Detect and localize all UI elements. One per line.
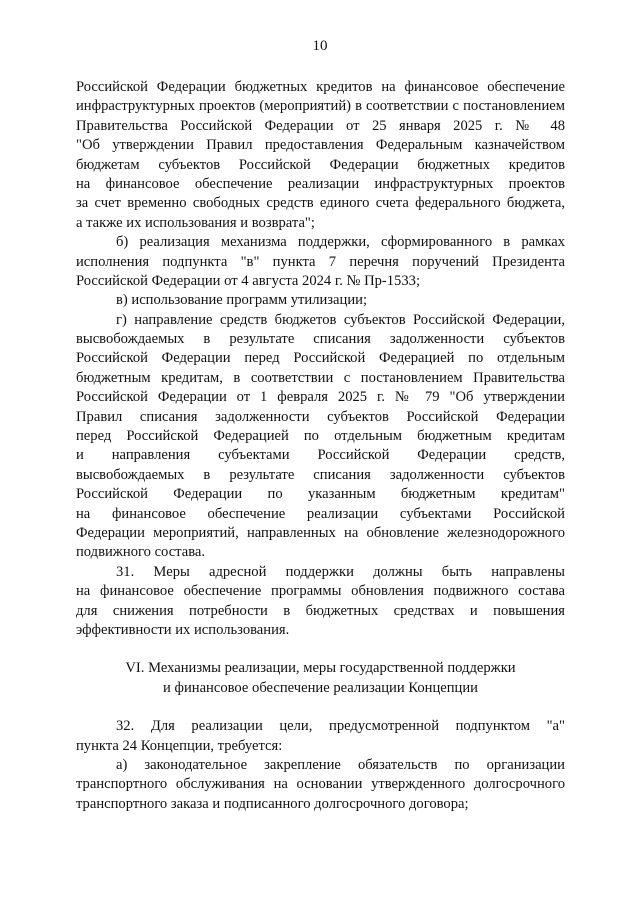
text-line: Российской Федерации от 4 августа 2024 г. № Пр-1533; <box>76 272 421 289</box>
text-line: Правительства Российской Федерации от 25 января 2025 г. № 48 <box>76 117 565 134</box>
text-line: бюджетам субъектов Российской Федерации бюджетных кредитов <box>76 156 565 173</box>
text-line: б) реализация механизма поддержки, сформированного в рамках <box>116 234 565 251</box>
section-heading <box>76 659 565 698</box>
paragraph <box>76 563 565 641</box>
text-line: на финансовое обеспечение программы обновления подвижного состава <box>76 583 565 600</box>
paragraphs-after-heading <box>76 717 565 814</box>
text-line: транспортного заказа и подписанного долгосрочного договора; <box>76 795 469 812</box>
heading-line: и финансовое обеспечение реализации Концепции <box>163 679 478 696</box>
paragraph <box>76 756 565 814</box>
text-line: высвобождаемых в результате списания задолженности субъектов <box>76 466 565 483</box>
paragraph <box>76 233 565 291</box>
text-line: 32. Для реализации цели, предусмотренной подпунктом "а" <box>116 718 565 735</box>
text-line: перед Российской Федерацией по отдельным бюджетным кредитам <box>76 428 565 445</box>
text-line: а) законодательное закрепление обязательств по организации <box>116 756 565 773</box>
text-line: г) направление средств бюджетов субъектов Российской Федерации, <box>116 311 565 328</box>
paragraphs-before-heading <box>76 78 565 640</box>
spacer <box>76 698 565 717</box>
text-line: Правил списания задолженности субъектов Российской Федерации <box>76 408 565 425</box>
text-line: исполнения подпункта "в" пункта 7 перечня поручений Президента <box>76 253 565 270</box>
text-line: и направления субъектами Российской Федерации средств, <box>76 447 565 464</box>
text-line: подвижного состава. <box>76 544 206 561</box>
document-body <box>76 78 565 814</box>
text-line: на финансовое обеспечение реализации инфраструктурных проектов <box>76 175 565 192</box>
text-line: Российской Федерации перед Российской Федерацией по отдельным <box>76 350 565 367</box>
paragraph <box>76 78 565 233</box>
paragraph <box>76 291 565 310</box>
text-line: Российской Федерации по указанным бюджетным кредитам" <box>76 486 565 503</box>
text-line: эффективности их использования. <box>76 621 290 638</box>
text-line: транспортного обслуживания на основании утвержденного долгосрочного <box>76 776 565 793</box>
page-number: 10 <box>312 38 328 54</box>
text-line: а также их использования и возврата"; <box>76 214 315 231</box>
heading-line: VI. Механизмы реализации, меры государственной поддержки <box>125 660 516 677</box>
text-line: "Об утверждении Правил предоставления Федеральным казначейством <box>76 137 565 154</box>
text-line: Российской Федерации от 1 февраля 2025 г. № 79 "Об утверждении <box>76 389 565 406</box>
text-line: 31. Меры адресной поддержки должны быть направлены <box>116 563 565 580</box>
text-line: для снижения потребности в бюджетных средствах и повышения <box>76 602 565 619</box>
text-line: высвобождаемых в результате списания задолженности субъектов <box>76 331 565 348</box>
text-line: на финансовое обеспечение реализации субъектами Российской <box>76 505 565 522</box>
paragraph <box>76 717 565 756</box>
text-line: Российской Федерации бюджетных кредитов на финансовое обеспечение <box>76 79 565 95</box>
text-line: Федерации мероприятий, направленных на обновление железнодорожного <box>76 524 565 541</box>
paragraph <box>76 311 565 563</box>
text-line: в) использование программ утилизации; <box>116 292 368 309</box>
text-line: бюджетным кредитам, в соответствии с постановлением Правительства <box>76 369 565 386</box>
spacer <box>76 640 565 659</box>
text-line: инфраструктурных проектов (мероприятий) в соответствии с постановлением <box>76 98 565 115</box>
text-line: пункта 24 Концепции, требуется: <box>76 737 283 754</box>
text-line: за счет временно свободных средств единого счета федерального бюджета, <box>76 195 565 212</box>
